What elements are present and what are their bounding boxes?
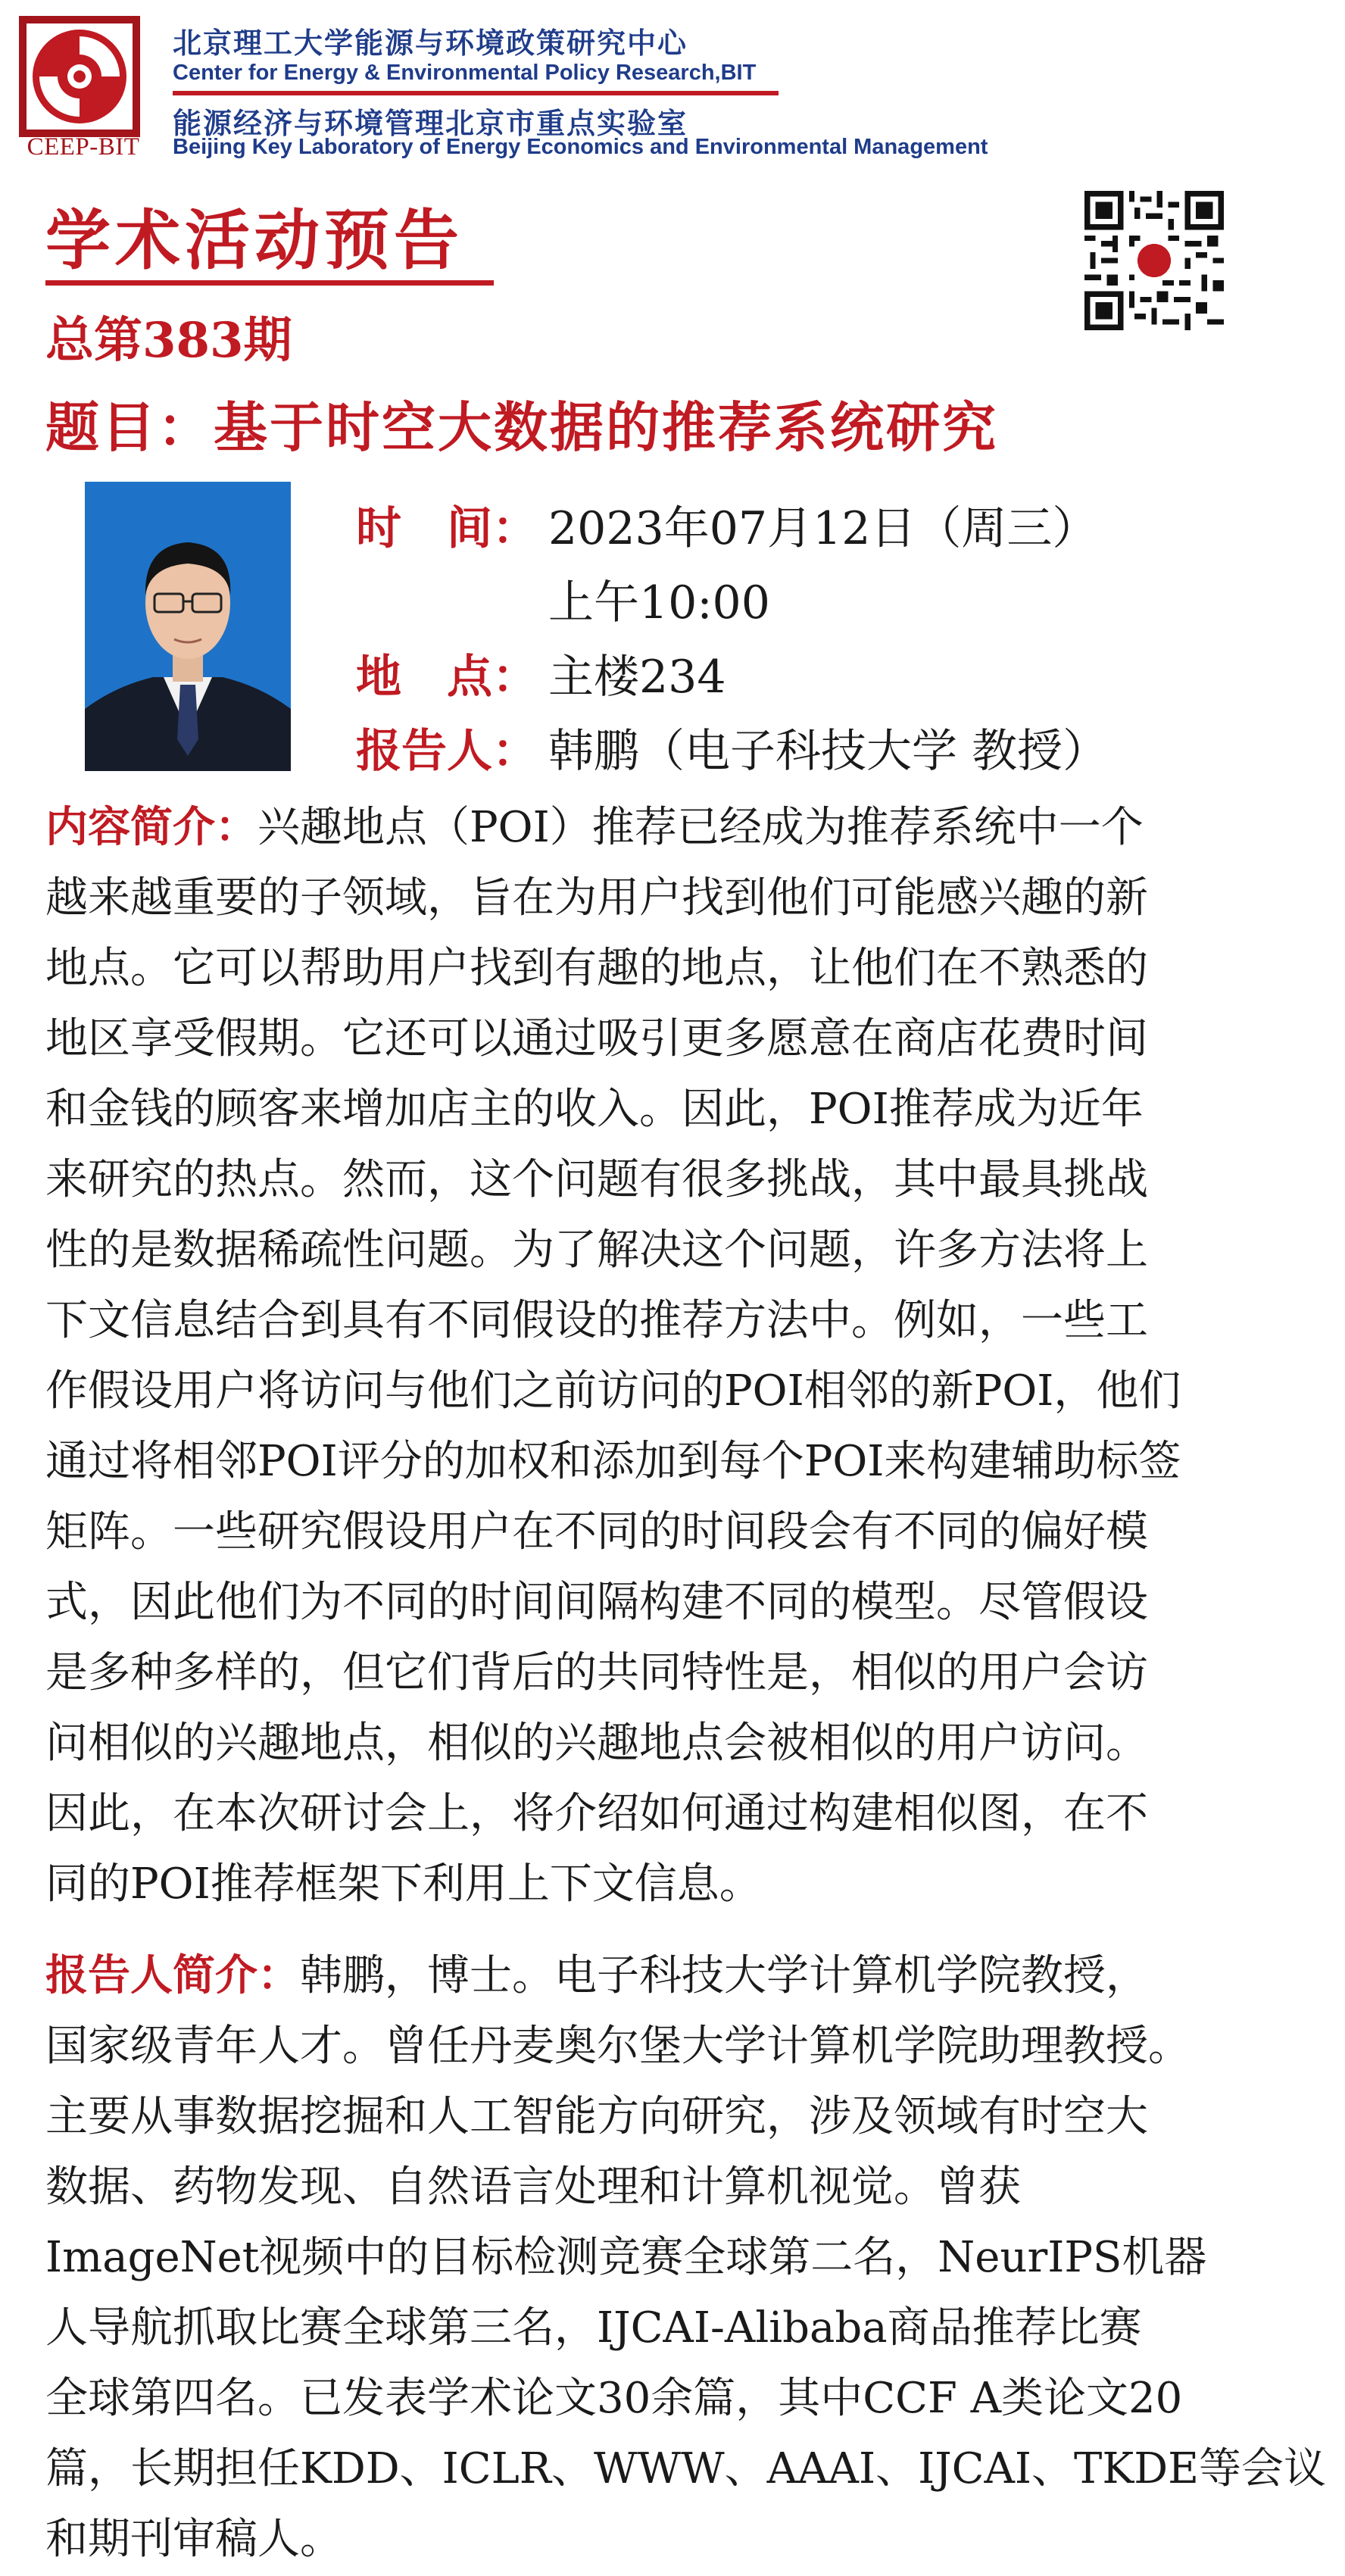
abstract-line: 式，因此他们为不同的时间间隔构建不同的模型。尽管假设 (45, 1578, 1148, 1627)
bio-line: 报告人简介：韩鹏，博士。电子科技大学计算机学院教授， (45, 1950, 1148, 2000)
abstract-line: 下文信息结合到具有不同假设的推荐方法中。例如，一些工 (45, 1296, 1148, 1345)
abstract-line: 越来越重要的子领域，旨在为用户找到他们可能感兴趣的新 (45, 873, 1148, 923)
center-name-en: Center for Energy & Environmental Policy Research,BIT (173, 61, 757, 85)
issue-number: 总第383期 (45, 312, 292, 369)
abstract-line: 地点。它可以帮助用户找到有趣的地点，让他们在不熟悉的 (45, 944, 1148, 993)
bio-line: 和期刊审稿人。 (45, 2515, 342, 2564)
abstract-line: 和金钱的顾客来增加店主的收入。因此，POI推荐成为近年 (45, 1085, 1144, 1134)
speaker-value: 韩鹏（电子科技大学 教授） (548, 725, 1109, 778)
abstract-line: 同的POI推荐框架下利用上下文信息。 (45, 1859, 762, 1909)
bio-line: ImageNet视频中的目标检测竞赛全球第二名，NeurIPS机器 (45, 2233, 1207, 2282)
abstract-section (45, 792, 1333, 1919)
time-value: 2023年07月12日（周三） (548, 502, 1098, 555)
time-label: 时 间： (356, 502, 538, 555)
center-name-cn: 北京理工大学能源与环境政策研究中心 (173, 27, 688, 60)
abstract-line: 来研究的热点。然而，这个问题有很多挑战，其中最具挑战 (45, 1155, 1148, 1204)
abstract-line: 是多种多样的，但它们背后的共同特性是，相似的用户会访 (45, 1648, 1148, 1697)
abstract-line: 作假设用户将访问与他们之前访问的POI相邻的新POI，他们 (45, 1366, 1181, 1416)
bio-line: 主要从事数据挖掘和人工智能方向研究，涉及领域有时空大 (45, 2092, 1148, 2141)
place-value: 主楼234 (548, 651, 726, 704)
bio-line: 数据、药物发现、自然语言处理和计算机视觉。曾获 (45, 2162, 1021, 2212)
lab-name-cn: 能源经济与环境管理北京市重点实验室 (173, 107, 688, 140)
abstract-line: 因此，在本次研讨会上，将介绍如何通过构建相似图，在不 (45, 1789, 1148, 1838)
bio-line: 国家级青年人才。曾任丹麦奥尔堡大学计算机学院助理教授。 (45, 2022, 1191, 2071)
qr-code-icon (1084, 191, 1224, 330)
title-underline (45, 280, 494, 286)
lab-name-en: Beijing Key Laboratory of Energy Economics and Environmental Management (173, 135, 988, 159)
bio-label: 报告人简介： (45, 1950, 300, 2000)
abstract-line: 问相似的兴趣地点，相似的兴趣地点会被相似的用户访问。 (45, 1719, 1148, 1768)
logo-caption: CEEP-BIT (27, 133, 140, 161)
time-value-2: 上午10:00 (548, 576, 770, 629)
bio-line: 全球第四名。已发表学术论文30余篇，其中CCF A类论文20 (45, 2374, 1183, 2423)
talk-topic: 题目：基于时空大数据的推荐系统研究 (45, 395, 999, 459)
header-divider (173, 91, 779, 95)
ceep-bit-logo (17, 14, 149, 150)
speaker-photo (85, 482, 291, 771)
speaker-label: 报告人： (356, 725, 538, 778)
abstract-line: 通过将相邻POI评分的加权和添加到每个POI来构建辅助标签 (45, 1437, 1181, 1486)
bio-line: 篇，长期担任KDD、ICLR、WWW、AAAI、IJCAI、TKDE等会议 (45, 2444, 1327, 2493)
bio-line: 人导航抓取比赛全球第三名，IJCAI-Alibaba商品推荐比赛 (45, 2303, 1142, 2353)
bio-section (45, 1941, 1333, 2574)
place-label: 地 点： (356, 651, 538, 704)
abstract-line: 性的是数据稀疏性问题。为了解决这个问题，许多方法将上 (45, 1226, 1148, 1275)
abstract-label: 内容简介： (45, 802, 257, 852)
abstract-line: 地区享受假期。它还可以通过吸引更多愿意在商店花费时间 (45, 1014, 1148, 1063)
abstract-line: 矩阵。一些研究假设用户在不同的时间段会有不同的偏好模 (45, 1507, 1148, 1557)
section-title: 学术活动预告 (45, 202, 463, 279)
abstract-line: 内容简介：兴趣地点（POI）推荐已经成为推荐系统中一个 (45, 802, 1144, 852)
